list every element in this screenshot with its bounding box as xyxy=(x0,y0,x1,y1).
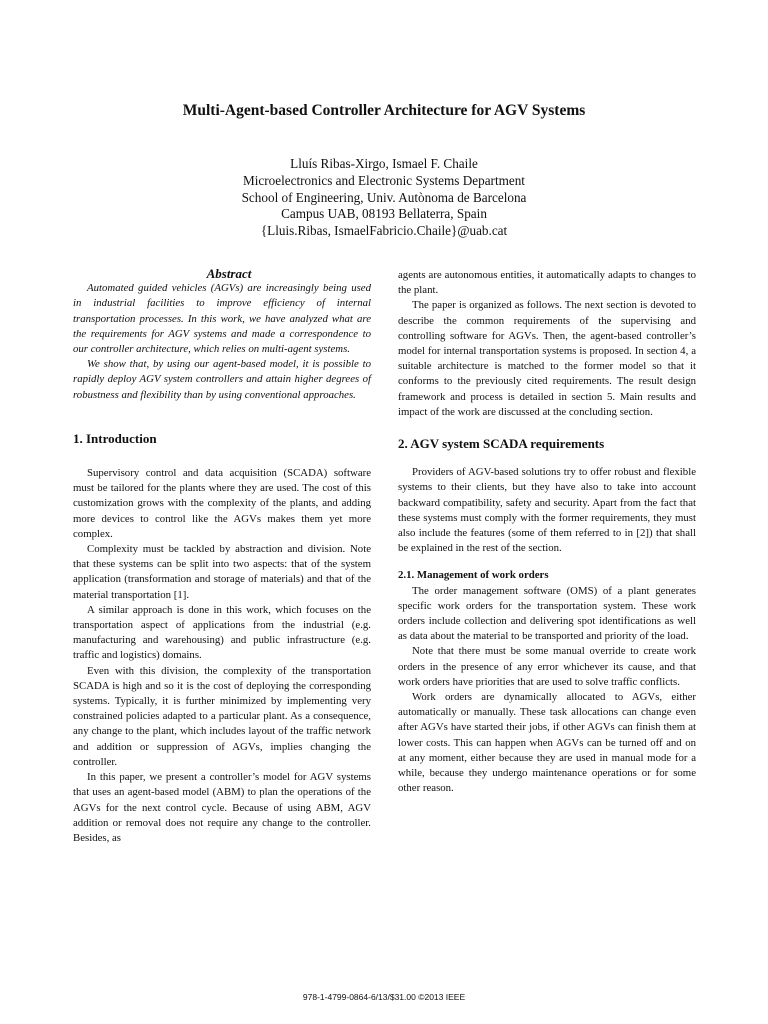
right-column xyxy=(398,268,696,797)
introduction-paragraph: A similar approach is done in this work, which focuses on the transportation aspect of applications from the industrial (e.g. manufacturing and warehousing) and public infrastructure (e.g. traffic and logistics) domains. xyxy=(73,603,371,662)
section-2 xyxy=(398,436,696,796)
author-address: Campus UAB, 08193 Bellaterra, Spain xyxy=(281,206,487,222)
copyright-footer: 978-1-4799-0864-6/13/$31.00 ©2013 IEEE xyxy=(302,992,466,1002)
abstract-paragraph: Automated guided vehicles (AGVs) are increasingly being used in industrial facilities to improve efficiency of internal transportation processes. In this work, we have analyzed what are the requirements for AGV systems and made a correspondence to our controller architecture, which relies on multi-agent systems. xyxy=(73,282,371,356)
introduction-paragraph: Complexity must be tackled by abstraction and division. Note that these systems can be split into two aspects: that of the system application (transformation and storage of materials) and that of the material transportation [1]. xyxy=(73,543,371,601)
author-school: School of Engineering, Univ. Autònoma de Barcelona xyxy=(241,189,527,205)
organization-paragraph: The paper is organized as follows. The next section is devoted to describe the common requirements of the supervising and controlling software for AGVs. Then, the agent-based controller’s model for internal transportation systems is proposed. In section 4, a suitable architecture is matched to the former model so that it conforms to the previously cited requirements. The result design framework and process is detailed in section 5. Main results and impact of the work are discussed at the concluding section. xyxy=(398,299,696,418)
subsection-paragraph: The order management software (OMS) of a plant generates specific work orders for the transportation system. These work orders include collection and delivering spot identifications as well as data about the material to be transported and priority of the load. xyxy=(398,584,696,643)
left-column xyxy=(73,266,371,846)
introduction-paragraph: In this paper, we present a controller’s model for AGV systems that uses an agent-based model (ABM) to plan the operations of the AGVs for the next control cycle. Because of using ABM, AGV addition or removal does not require any change to the controller. Besides, as xyxy=(73,771,371,844)
author-block xyxy=(0,156,768,240)
abstract-paragraph: We show that, by using our agent-based model, it is possible to rapidly deploy AGV system controllers and attain higher degrees of robustness and flexibility than by using conventional approaches. xyxy=(73,358,371,401)
introduction-section xyxy=(73,431,371,846)
abstract-heading: Abstract xyxy=(206,266,252,281)
subsection-2-1-heading: 2.1. Management of work orders xyxy=(398,569,549,582)
introduction-paragraph: Supervisory control and data acquisition (SCADA) software must be tailored for the plants where they are used. The cost of this customization grows with the complexity of the plants, and adding more devices to control like the AGVs makes them yet more complex. xyxy=(73,467,371,540)
introduction-paragraph: Even with this division, the complexity of the transportation SCADA is high and so it is the cost of deploying the corresponding systems. Typically, it is further minimized by implementing very constrained policies adapted to a particular plant. As a consequence, any change to the plant, which includes layout of the traffic network and addition or suppression of AGVs, implies changing the controller. xyxy=(73,664,371,768)
introduction-heading: 1. Introduction xyxy=(73,430,157,446)
continued-paragraph: agents are autonomous entities, it automatically adapts to changes to the plant. xyxy=(398,269,696,297)
author-names: Lluís Ribas-Xirgo, Ismael F. Chaile xyxy=(290,156,478,171)
author-emails: {Lluis.Ribas, IsmaelFabricio.Chaile}@uab.cat xyxy=(260,223,508,239)
section-2-paragraph: Providers of AGV-based solutions try to offer robust and flexible systems to their clients, but they have also to take into account backward compatibility, safety and security. Apart from the fact that these systems must comply with the former requirements, they must also include the features (some of them referred to in [2]) that shall be explained in the rest of the section. xyxy=(398,466,696,555)
abstract-section xyxy=(73,266,371,403)
subsection-paragraph: Note that there must be some manual override to create work orders in the presence of any error whichever its cause, and that work orders have priorities that are used to solve traffic conflicts. xyxy=(398,645,696,688)
subsection-paragraph: Work orders are dynamically allocated to AGVs, either automatically or manually. These task allocations can change even after AGVs have started their jobs, if other AGVs can finish them at lower costs. This can happen when AGVs can be turned off and on at any moment, either because they are used in manual mode for a while, because they undergo maintenance operations or for some other reason. xyxy=(398,691,696,795)
author-department: Microelectronics and Electronic Systems Department xyxy=(243,172,525,188)
section-2-heading: 2. AGV system SCADA requirements xyxy=(398,436,605,452)
paper-title: Multi-Agent-based Controller Architecture for AGV Systems xyxy=(182,102,586,119)
